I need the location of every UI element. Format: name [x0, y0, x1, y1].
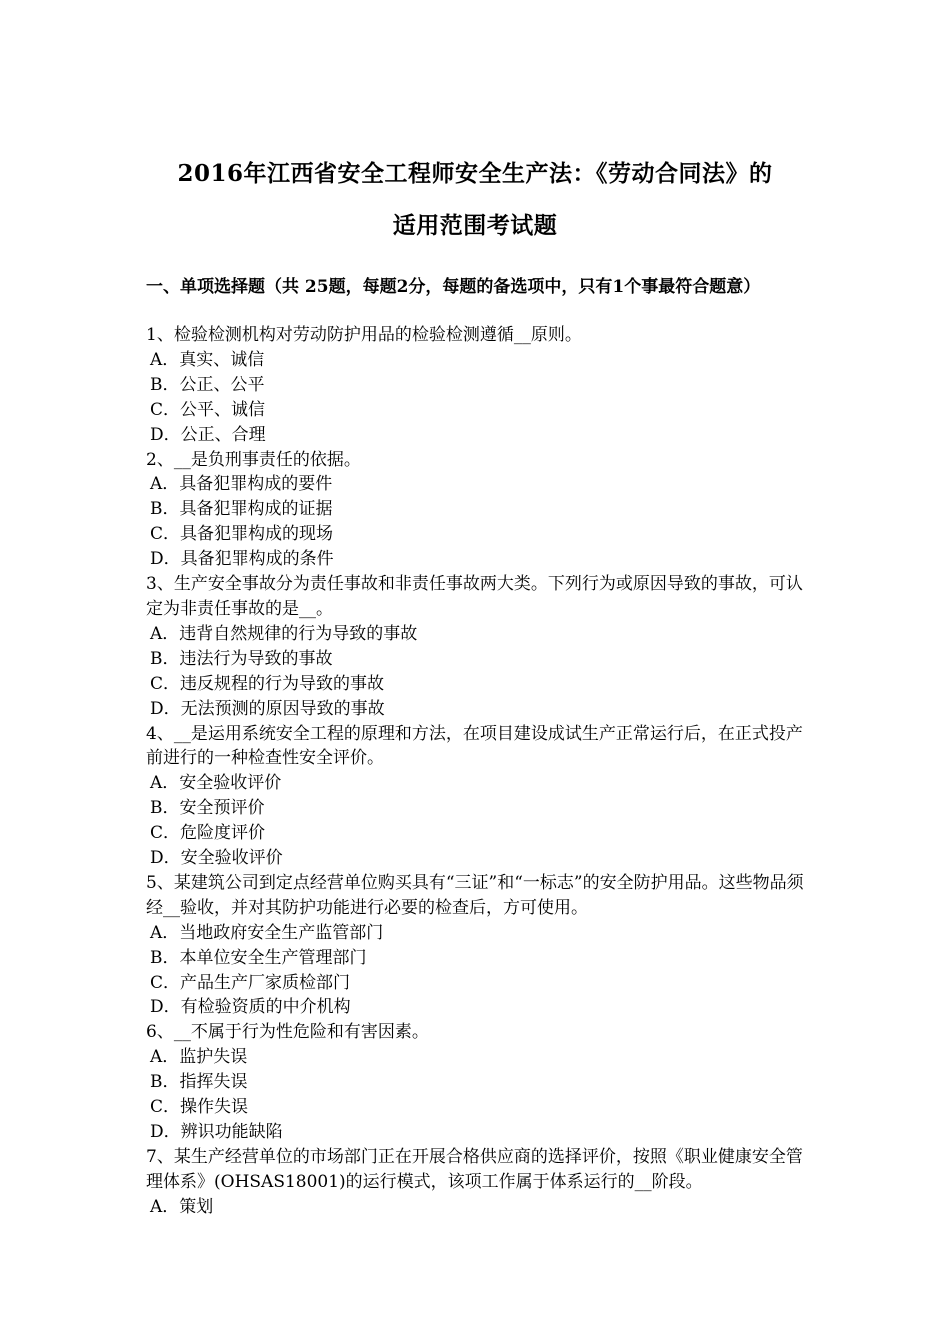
section-heading: 一、单项选择题（共 25题，每题2分，每题的备选项中，只有1个事最符合题意）: [146, 277, 761, 297]
option-b: B．指挥失误: [150, 1072, 248, 1093]
option-a: A．安全验收评价: [150, 773, 282, 794]
option-b: B．公正、公平: [150, 374, 265, 395]
question-stem: 7、某生产经营单位的市场部门正在开展合格供应商的选择评价，按照《职业健康安全管理体系》(OHSAS18001)的运行模式，该项工作属于体系运行的__阶段。: [146, 1146, 803, 1192]
option-b: B．违法行为导致的事故: [150, 648, 333, 669]
question-6: [146, 1020, 818, 1145]
option-d: D．安全验收评价: [150, 848, 283, 869]
question-stem: 1、检验检测机构对劳动防护用品的检验检测遵循__原则。: [146, 325, 582, 345]
option-b: B．安全预评价: [150, 798, 265, 819]
question-stem: 4、__是运用系统安全工程的原理和方法，在项目建设成试生产正常运行后，在正式投产前进行的一种检查性安全评价。: [146, 723, 803, 769]
question-stem: 3、生产安全事故分为责任事故和非责任事故两大类。下列行为或原因导致的事故，可认定为非责任事故的是__。: [146, 574, 803, 619]
option-b: B．本单位安全生产管理部门: [150, 947, 367, 968]
question-3: [146, 572, 818, 721]
option-d: D．辨识功能缺陷: [150, 1122, 283, 1142]
question-1: [146, 323, 818, 448]
option-c: C．违反规程的行为导致的事故: [150, 673, 385, 694]
question-stem: 5、某建筑公司到定点经营单位购买具有“三证”和“一标志”的安全防护用品。这些物品须经__验收，并对其防护功能进行必要的检查后，方可使用。: [146, 872, 804, 918]
question-7: [146, 1145, 818, 1220]
question-list: [146, 323, 818, 1220]
option-d: D．具备犯罪构成的条件: [150, 549, 334, 570]
question-2: [146, 448, 818, 573]
option-a: A．违背自然规律的行为导致的事故: [150, 623, 418, 644]
option-c: C．具备犯罪构成的现场: [150, 524, 334, 545]
option-a: A．策划: [150, 1196, 214, 1217]
option-d: D．无法预测的原因导致的事故: [150, 698, 385, 719]
option-a: A．监护失误: [150, 1047, 248, 1068]
option-b: B．具备犯罪构成的证据: [150, 499, 333, 520]
option-a: A．当地政府安全生产监管部门: [150, 922, 384, 943]
option-a: A．真实、诚信: [150, 349, 265, 370]
option-c: C．操作失误: [150, 1097, 249, 1118]
question-stem: 6、__不属于行为性危险和有害因素。: [146, 1022, 429, 1043]
option-a: A．具备犯罪构成的要件: [150, 474, 333, 495]
document-title-line-1: 2016年江西省安全工程师安全生产法：《劳动合同法》的: [177, 160, 773, 187]
option-c: C．危险度评价: [150, 823, 266, 844]
option-d: D．有检验资质的中介机构: [150, 997, 351, 1018]
option-c: C．产品生产厂家质检部门: [150, 972, 351, 993]
question-stem: 2、__是负刑事责任的依据。: [146, 449, 361, 470]
question-4: [146, 722, 818, 871]
question-5: [146, 871, 818, 1020]
document-title-line-2: 适用范围考试题: [392, 212, 558, 239]
option-c: C．公平、诚信: [150, 399, 266, 420]
option-d: D．公正、合理: [150, 424, 266, 445]
